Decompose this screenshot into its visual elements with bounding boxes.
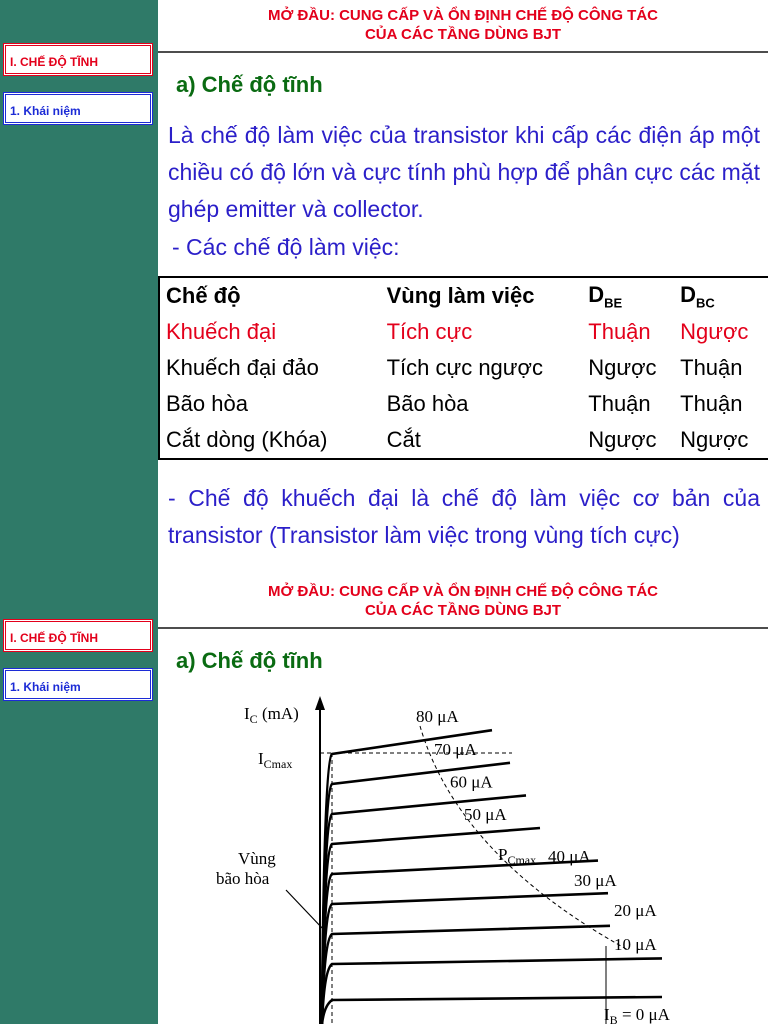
modes-label: - Các chế độ làm việc: (172, 234, 400, 260)
nav-subsection-concept[interactable]: 1. Khái niệm (3, 92, 153, 125)
col-dbe: $D_{BE}$ (588, 281, 623, 311)
table-row: Bão hòa Bão hòa Thuận Thuận (166, 391, 743, 416)
intro-paragraph: Là chế độ làm việc của transistor khi cấp các điện áp một chiều có độ lớn và cực tính phù hợp để phân cực các mặt ghép emitter và collector. (168, 122, 760, 222)
curve-30ua (322, 893, 608, 1024)
table-row: Cắt dòng (Khóa) Cắt Ngược Ngược (159, 422, 768, 459)
curve-label-40ua: 40 μA (548, 847, 591, 866)
section-heading: a) Chế độ tĩnh (176, 72, 323, 97)
section-heading: a) Chế độ tĩnh (176, 648, 323, 673)
sidebar (0, 0, 158, 576)
y-axis-arrow (315, 696, 325, 710)
curve-label-50ua: 50 μA (464, 805, 507, 824)
nav-subsection-concept[interactable]: 1. Khái niệm (3, 668, 153, 701)
slide-title-line1: MỞ ĐẦU: CUNG CẤP VÀ ỔN ĐỊNH CHẾ ĐỘ CÔNG TÁC (267, 583, 659, 600)
icmax-label: $I_{Cmax}$ (258, 749, 293, 771)
col-region: Vùng làm việc (386, 283, 535, 308)
saturation-region-label-1: Vùng (238, 849, 276, 868)
curve-60ua (322, 795, 526, 1024)
table-row: Khuếch đại đảo Tích cực ngược Ngược Thuận (166, 355, 743, 380)
saturation-pointer (286, 890, 324, 930)
curve-label-20ua: 20 μA (614, 901, 657, 920)
sidebar (0, 576, 158, 1024)
curve-70ua (322, 763, 510, 1024)
curve-label-30ua: 30 μA (574, 871, 617, 890)
curve-label-60ua: 60 μA (450, 772, 493, 792)
y-axis-label: $I_C$ (mA) (244, 704, 299, 726)
amplifier-note: - Chế độ khuếch đại là chế độ làm việc cơ bản của transistor (Transistor làm việc trong vùng tích cực) (168, 485, 760, 548)
curve-label-10ua: 10 μA (614, 935, 657, 954)
slide-title (158, 582, 768, 620)
col-dbc: $D_{BC}$ (680, 281, 715, 311)
curve-label-0ua: $I_B = 0$ μA (604, 1005, 670, 1024)
title-divider (158, 51, 768, 53)
nav-section-static-mode[interactable]: I. CHẾ ĐỘ TĨNH (3, 619, 153, 652)
slide-2 (0, 576, 768, 1024)
nav-section-static-mode[interactable]: I. CHẾ ĐỘ TĨNH (3, 43, 153, 76)
col-mode: Chế độ (166, 283, 241, 308)
curve-20ua (322, 926, 610, 1024)
slide-title-line2: CỦA CÁC TẦNG DÙNG BJT (364, 26, 562, 43)
table-row: Khuếch đại Tích cực Thuận Ngược (166, 319, 749, 344)
title-divider (158, 627, 768, 629)
table-header-row (159, 277, 768, 314)
slide-title-line2: CỦA CÁC TẦNG DÙNG BJT (364, 602, 562, 619)
slide-title-line1: MỞ ĐẦU: CUNG CẤP VÀ ỔN ĐỊNH CHẾ ĐỘ CÔNG TÁC (267, 7, 659, 24)
saturation-region-label-2: bão hòa (216, 869, 270, 888)
slide-title (158, 6, 768, 44)
output-characteristics-chart (158, 686, 768, 1024)
pcmax-curve (420, 726, 628, 950)
curve-group (322, 707, 671, 1024)
modes-table (158, 276, 768, 460)
pcmax-label: $P_{Cmax}$ (498, 845, 537, 867)
curve-label-70ua: 70 μA (434, 739, 477, 759)
curve-label-80ua: 80 μA (416, 707, 459, 727)
